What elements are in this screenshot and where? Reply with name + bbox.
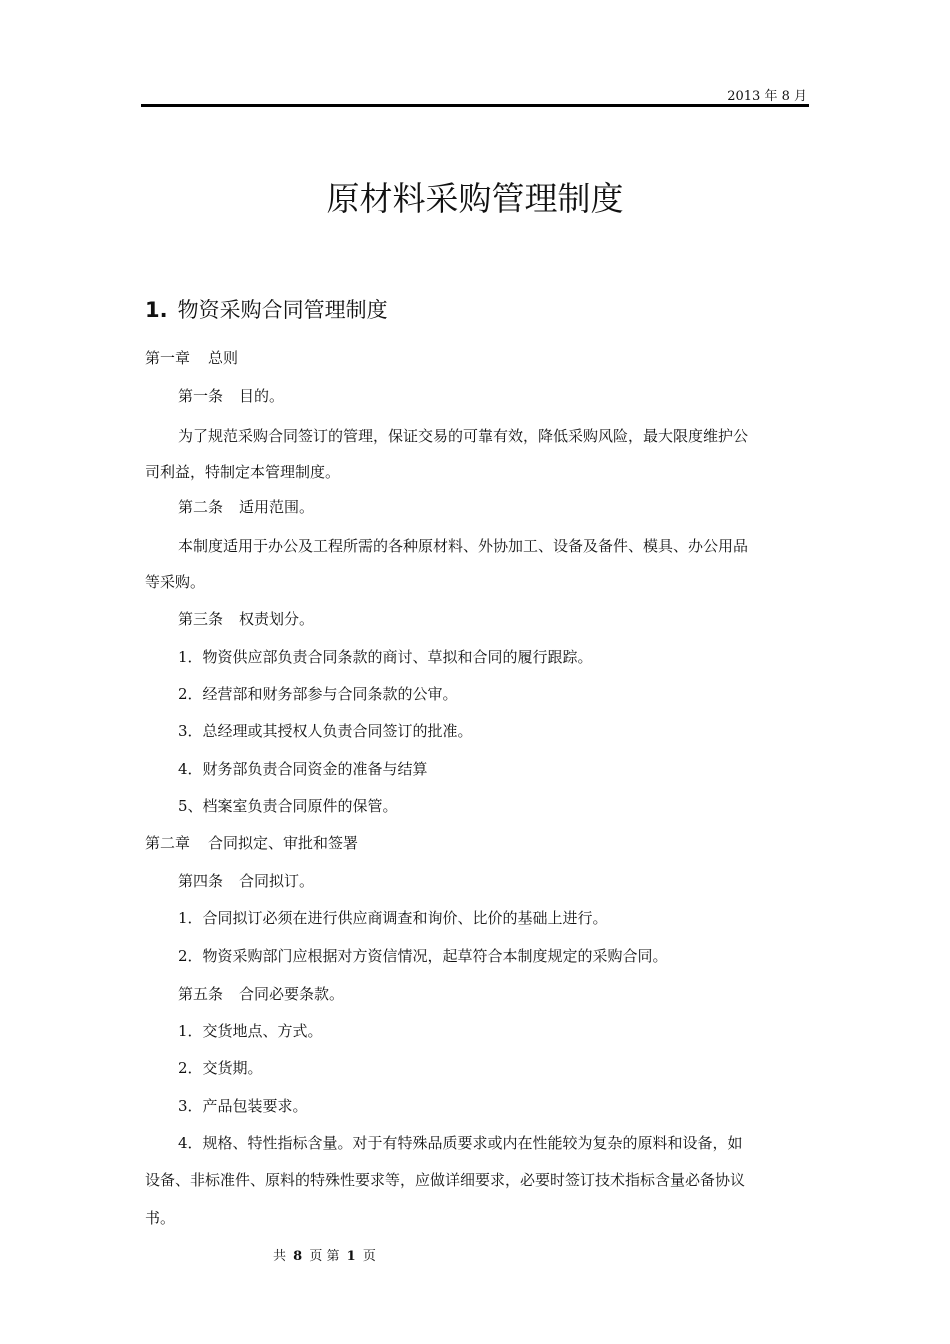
article-title: 合同拟订。: [239, 872, 315, 890]
header-date: 2013 年 8 月: [727, 89, 807, 104]
chapter-label: 第一章: [145, 349, 191, 367]
list-item: 3．产品包装要求。: [178, 1097, 308, 1115]
article-label: 第一条: [178, 387, 224, 405]
article-4-heading: [178, 868, 314, 894]
list-item: 4．财务部负责合同资金的准备与结算: [178, 760, 428, 778]
article-title: 目的。: [239, 387, 285, 405]
chapter-2-heading: [145, 830, 358, 856]
document-title: 原材料采购管理制度: [326, 179, 624, 218]
article-2-heading: [178, 494, 314, 520]
list-item: 2．经营部和财务部参与合同条款的公审。: [178, 685, 458, 703]
article-5-heading: [178, 981, 344, 1007]
article-title: 权责划分。: [239, 610, 315, 628]
footer-current-prefix: 第: [326, 1249, 340, 1264]
article-label: 第四条: [178, 872, 224, 890]
chapter-1-heading: [145, 345, 238, 371]
chapter-title: 总则: [208, 349, 239, 367]
article-label: 第二条: [178, 498, 224, 516]
list-item: 2．物资采购部门应根据对方资信情况，起草符合本制度规定的采购合同。: [178, 947, 668, 965]
paragraph-line: 书。: [145, 1209, 176, 1227]
paragraph-line: 本制度适用于办公及工程所需的各种原材料、外协加工、设备及备件、模具、办公用品: [178, 537, 749, 555]
list-item: 2．交货期。: [178, 1059, 263, 1077]
section-heading: [145, 294, 388, 326]
article-title: 合同必要条款。: [239, 985, 345, 1003]
article-1-heading: [178, 383, 284, 409]
list-item: 5、档案室负责合同原件的保管。: [178, 797, 398, 815]
article-label: 第五条: [178, 985, 224, 1003]
paragraph-line: 等采购。: [145, 573, 206, 591]
article-3-heading: [178, 606, 314, 632]
article-label: 第三条: [178, 610, 224, 628]
footer-current-page: 1: [346, 1249, 356, 1264]
section-title: 物资采购合同管理制度: [177, 298, 388, 322]
footer-current-suffix: 页: [362, 1249, 376, 1264]
paragraph-line: 为了规范采购合同签订的管理，保证交易的可靠有效，降低采购风险，最大限度维护公: [178, 427, 749, 445]
paragraph-line: 司利益，特制定本管理制度。: [145, 463, 341, 481]
paragraph-line: 设备、非标准件、原料的特殊性要求等，应做详细要求，必要时签订技术指标含量必备协议: [145, 1171, 746, 1189]
footer-total-prefix: 共: [273, 1249, 287, 1264]
page-footer: [273, 1248, 376, 1266]
chapter-label: 第二章: [145, 834, 191, 852]
list-item: 1．交货地点、方式。: [178, 1022, 323, 1040]
section-number: 1.: [145, 298, 168, 322]
list-item: 1．合同拟订必须在进行供应商调查和询价、比价的基础上进行。: [178, 909, 608, 927]
list-item: 3．总经理或其授权人负责合同签订的批准。: [178, 722, 473, 740]
footer-total-pages: 8: [293, 1249, 303, 1264]
list-item: 4．规格、特性指标含量。对于有特殊品质要求或内在性能较为复杂的原料和设备，如: [178, 1134, 743, 1152]
footer-total-suffix: 页: [309, 1249, 323, 1264]
chapter-title: 合同拟定、审批和签署: [208, 834, 359, 852]
article-title: 适用范围。: [239, 498, 315, 516]
list-item: 1．物资供应部负责合同条款的商讨、草拟和合同的履行跟踪。: [178, 648, 593, 666]
header-rule: [141, 104, 809, 107]
